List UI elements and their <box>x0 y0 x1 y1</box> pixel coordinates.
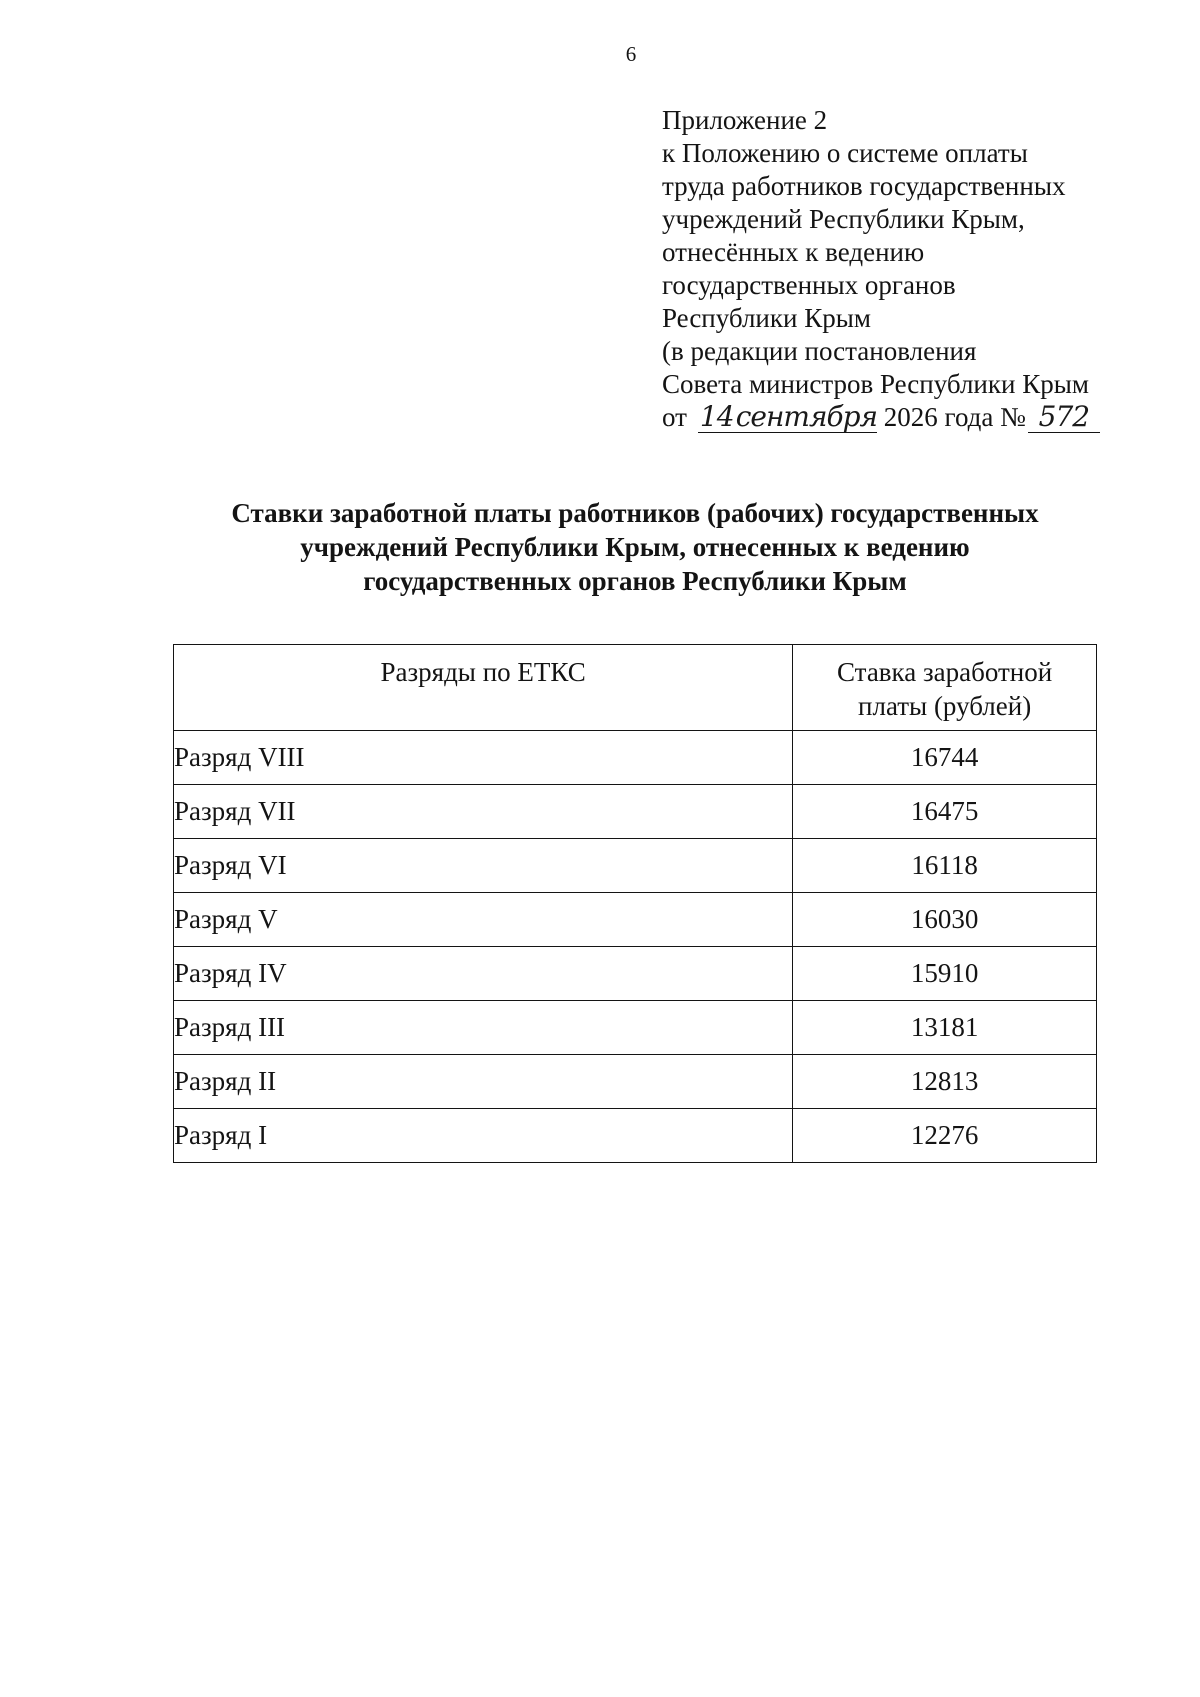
grade-cell: Разряд V <box>174 893 793 947</box>
appendix-line: государственных органов <box>662 270 956 300</box>
appendix-block <box>662 104 1100 434</box>
appendix-line: отнесённых к ведению <box>662 237 925 267</box>
grade-cell: Разряд VIII <box>174 731 793 785</box>
table-row <box>174 1109 1097 1163</box>
appendix-line: учреждений Республики Крым, <box>662 204 1025 234</box>
appendix-line: Республики Крым <box>662 303 871 333</box>
header-rate <box>793 645 1097 731</box>
table-row <box>174 731 1097 785</box>
grade-cell: Разряд VII <box>174 785 793 839</box>
table-row <box>174 839 1097 893</box>
title-line: учреждений Республики Крым, отнесенных к ведению <box>300 532 970 562</box>
rate-cell: 15910 <box>793 947 1097 1001</box>
table-row <box>174 1001 1097 1055</box>
table-row <box>174 785 1097 839</box>
header-rate-line: платы (рублей) <box>858 691 1032 721</box>
grade-cell: Разряд I <box>174 1109 793 1163</box>
rate-cell: 16118 <box>793 839 1097 893</box>
rate-cell: 13181 <box>793 1001 1097 1055</box>
title-line: Ставки заработной платы работников (рабочих) государственных <box>231 498 1039 528</box>
table-row <box>174 947 1097 1001</box>
date-year-text: 2026 года № <box>883 402 1026 432</box>
appendix-line: труда работников государственных <box>662 171 1066 201</box>
grade-cell: Разряд VI <box>174 839 793 893</box>
handwritten-month: сентября <box>735 400 878 433</box>
table-row <box>174 893 1097 947</box>
rate-cell: 12813 <box>793 1055 1097 1109</box>
header-grade: Разряды по ЕТКС <box>174 645 793 731</box>
rate-cell: 12276 <box>793 1109 1097 1163</box>
date-prefix: от <box>662 402 687 432</box>
title-line: государственных органов Республики Крым <box>363 566 907 596</box>
appendix-line: (в редакции постановления <box>662 336 977 366</box>
wage-rates-table <box>173 644 1097 1163</box>
page-number: 6 <box>625 42 637 66</box>
appendix-line: Совета министров Республики Крым <box>662 369 1089 399</box>
handwritten-day: 14 <box>698 402 736 433</box>
rate-cell: 16030 <box>793 893 1097 947</box>
appendix-line: Приложение 2 <box>662 105 828 135</box>
document-title <box>100 496 1170 598</box>
appendix-line: к Положению о системе оплаты <box>662 138 1028 168</box>
rate-cell: 16744 <box>793 731 1097 785</box>
resolution-date-line <box>662 401 1100 434</box>
table-header-row <box>174 645 1097 731</box>
handwritten-doc-number: 572 <box>1028 402 1100 433</box>
grade-cell: Разряд III <box>174 1001 793 1055</box>
rate-cell: 16475 <box>793 785 1097 839</box>
table-row <box>174 1055 1097 1109</box>
grade-cell: Разряд IV <box>174 947 793 1001</box>
grade-cell: Разряд II <box>174 1055 793 1109</box>
header-rate-line: Ставка заработной <box>837 657 1053 687</box>
